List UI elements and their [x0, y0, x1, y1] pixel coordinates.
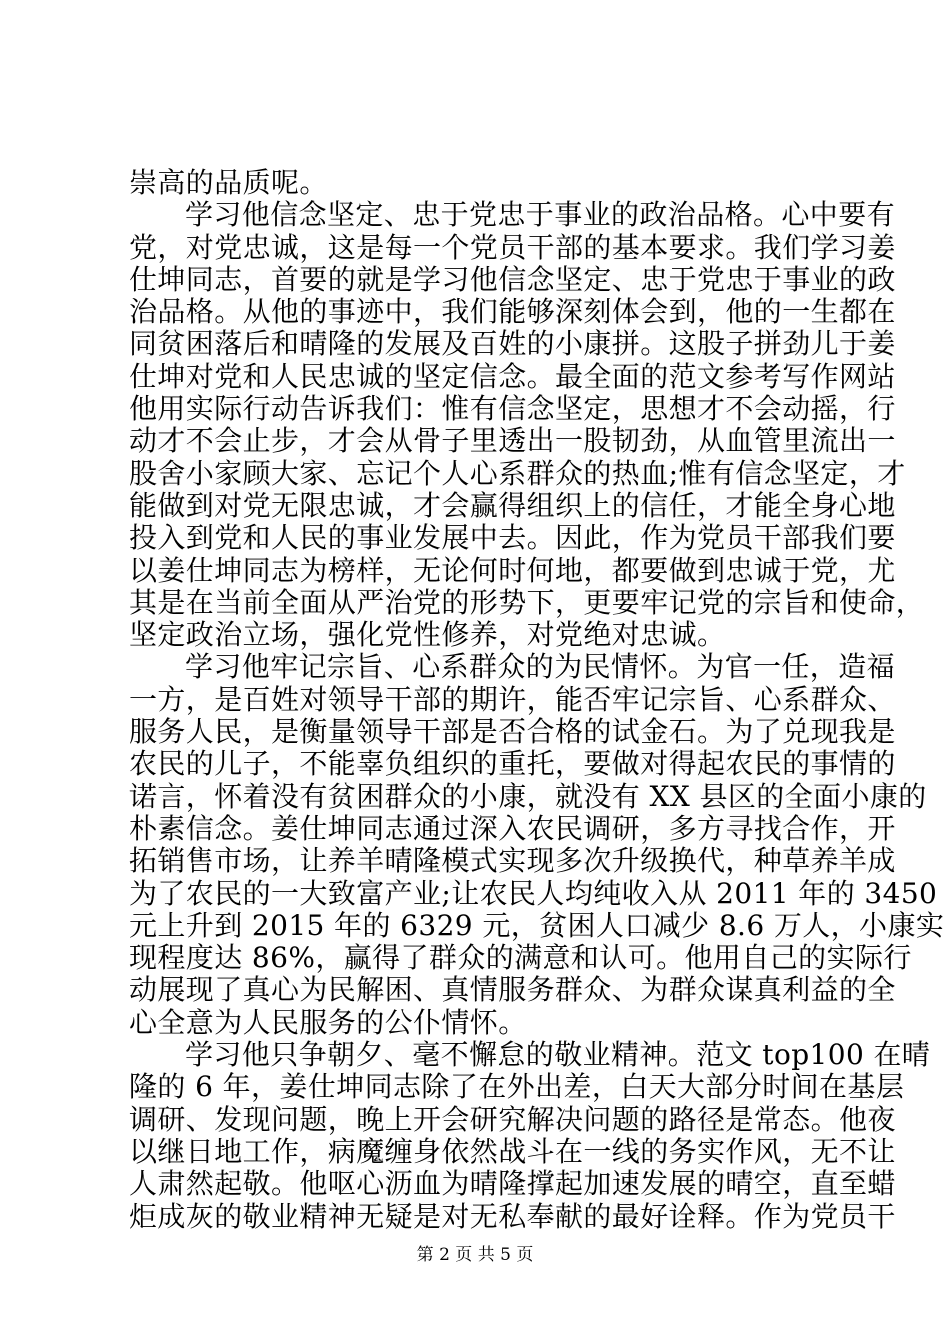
text-line: 能做到对党无限忠诚，才会赢得组织上的信任，才能全身心地 — [129, 488, 896, 522]
text-line: 为了农民的一大致富产业;让农民人均纯收入从 2011 年的 3450 — [129, 876, 938, 910]
text-line: 调研、发现问题，晚上开会研究解决问题的路径是常态。他夜 — [129, 1102, 896, 1136]
paragraph-first-line: 学习他信念坚定、忠于党忠于事业的政治品格。心中要有 — [185, 198, 896, 232]
text-line: 投入到党和人民的事业发展中去。因此，作为党员干部我们要 — [129, 521, 896, 555]
text-line: 股舍小家顾大家、忘记个人心系群众的热血;惟有信念坚定，才 — [129, 456, 906, 490]
text-line: 隆的 6 年，姜仕坤同志除了在外出差，白天大部分时间在基层 — [129, 1070, 905, 1104]
paragraph-first-line: 学习他牢记宗旨、心系群众的为民情怀。为官一任，造福 — [185, 650, 896, 684]
text-line: 元上升到 2015 年的 6329 元，贫困人口减少 8.6 万人，小康实 — [129, 908, 945, 942]
text-line: 以姜仕坤同志为榜样，无论何时何地，都要做到忠诚于党，尤 — [129, 553, 896, 587]
text-line: 现程度达 86%，赢得了群众的满意和认可。他用自己的实际行 — [129, 941, 912, 975]
text-line: 诺言，怀着没有贫困群众的小康，就没有 XX 县区的全面小康的 — [129, 779, 927, 813]
text-line: 拓销售市场，让养羊晴隆模式实现多次升级换代，种草养羊成 — [129, 844, 896, 878]
text-line: 以继日地工作，病魔缠身依然战斗在一线的务实作风，无不让 — [129, 1134, 896, 1168]
text-line: 党，对党忠诚，这是每一个党员干部的基本要求。我们学习姜 — [129, 230, 896, 264]
text-line: 朴素信念。姜仕坤同志通过深入农民调研，多方寻找合作，开 — [129, 811, 896, 845]
text-line: 其是在当前全面从严治党的形势下，更要牢记党的宗旨和使命， — [129, 585, 925, 619]
text-line: 一方，是百姓对领导干部的期许，能否牢记宗旨、心系群众、 — [129, 682, 896, 716]
text-line: 人肃然起敬。他呕心沥血为晴隆撑起加速发展的晴空，直至蜡 — [129, 1167, 896, 1201]
text-line: 农民的儿子，不能辜负组织的重托，要做对得起农民的事情的 — [129, 747, 896, 781]
text-line: 同贫困落后和晴隆的发展及百姓的小康拼。这股子拼劲儿于姜 — [129, 327, 896, 361]
text-line: 服务人民，是衡量领导干部是否合格的试金石。为了兑现我是 — [129, 715, 896, 749]
text-line: 坚定政治立场，强化党性修养，对党绝对忠诚。 — [129, 618, 726, 652]
text-line: 动展现了真心为民解困、真情服务群众、为群众谋真利益的全 — [129, 973, 896, 1007]
paragraph-first-line: 学习他只争朝夕、毫不懈怠的敬业精神。范文 top100 在晴 — [185, 1038, 931, 1072]
text-line: 他用实际行动告诉我们：惟有信念坚定，思想才不会动摇，行 — [129, 392, 896, 426]
text-line: 治品格。从他的事迹中，我们能够深刻体会到，他的一生都在 — [129, 295, 896, 329]
text-line: 心全意为人民服务的公仆情怀。 — [129, 1005, 527, 1039]
document-body — [129, 166, 945, 1233]
text-line: 崇高的品质呢。 — [129, 166, 328, 199]
text-line: 炬成灰的敬业精神无疑是对无私奉献的最好诠释。作为党员干 — [129, 1199, 896, 1233]
text-line: 仕坤同志，首要的就是学习他信念坚定、忠于党忠于事业的政 — [129, 262, 896, 296]
text-line: 仕坤对党和人民忠诚的坚定信念。最全面的范文参考写作网站 — [129, 359, 896, 393]
text-line: 动才不会止步，才会从骨子里透出一股韧劲，从血管里流出一 — [129, 424, 896, 458]
page-number-footer: 第 2 页 共 5 页 — [416, 1245, 534, 1265]
